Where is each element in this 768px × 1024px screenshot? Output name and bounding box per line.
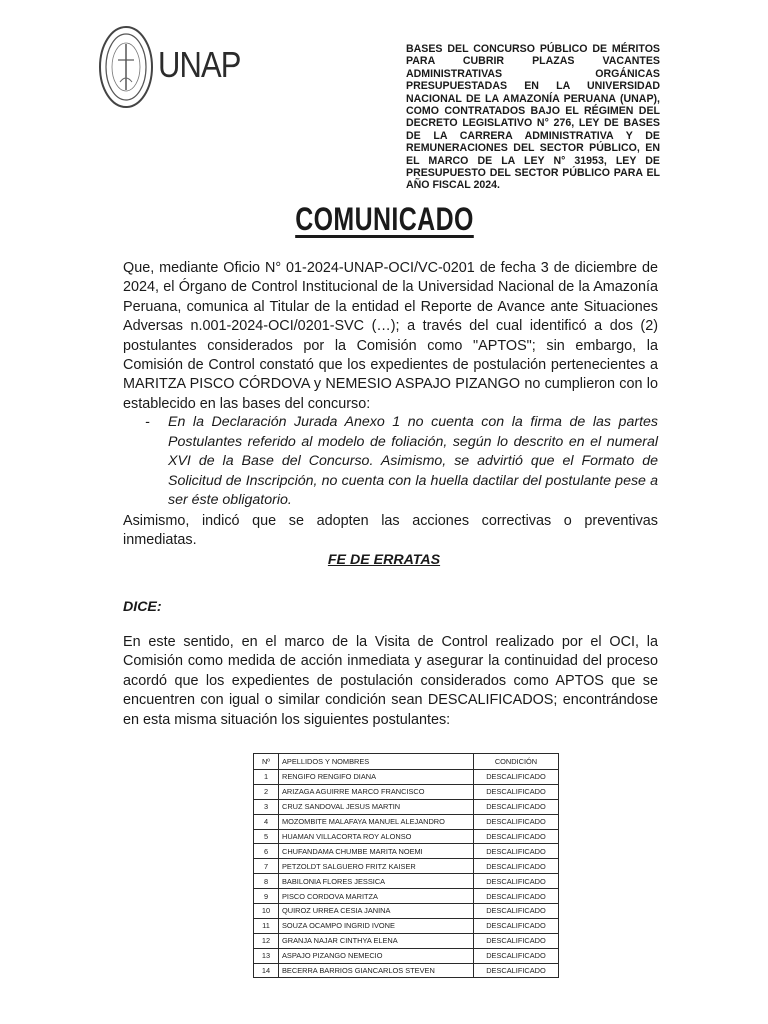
row-num: 12	[254, 933, 279, 948]
row-condition: DESCALIFICADO	[474, 963, 559, 978]
row-condition: DESCALIFICADO	[474, 829, 559, 844]
row-name: CRUZ SANDOVAL JESUS MARTIN	[279, 799, 474, 814]
table-row	[254, 933, 559, 948]
table-row	[254, 844, 559, 859]
header-condition: CONDICIÓN	[474, 754, 559, 770]
row-name: PETZOLDT SALGUERO FRITZ KAISER	[279, 859, 474, 874]
row-name: QUIROZ URREA CESIA JANINA	[279, 904, 474, 919]
header-name: APELLIDOS Y NOMBRES	[279, 754, 474, 770]
dice-heading: DICE:	[123, 599, 162, 615]
row-condition: DESCALIFICADO	[474, 948, 559, 963]
row-name: PISCO CORDOVA MARITZA	[279, 889, 474, 904]
row-condition: DESCALIFICADO	[474, 904, 559, 919]
table-row	[254, 770, 559, 785]
paragraph-disqualification: En este sentido, en el marco de la Visita de Control realizado por el OCI, la Comisión como medida de acción inmediata y asegurar la continuidad del proceso acordó que los expedientes de postulación considerados como APTOS que se encuentren con igual o similar condición sean DESCALIFICADOS; encontrándose en esta misma situación los siguientes postulantes:	[123, 634, 658, 728]
row-condition: DESCALIFICADO	[474, 844, 559, 859]
row-name: SOUZA OCAMPO INGRID IVONE	[279, 918, 474, 933]
row-condition: DESCALIFICADO	[474, 799, 559, 814]
row-num: 6	[254, 844, 279, 859]
document-title-text: COMUNICADO	[294, 201, 474, 237]
table-row	[254, 904, 559, 919]
row-name: CHUFANDAMA CHUMBE MARITA NOEMI	[279, 844, 474, 859]
table-row	[254, 814, 559, 829]
table-row	[254, 963, 559, 978]
row-condition: DESCALIFICADO	[474, 889, 559, 904]
row-num: 7	[254, 859, 279, 874]
table-row	[254, 874, 559, 889]
row-name: ASPAJO PIZANGO NEMECIO	[279, 948, 474, 963]
table-row	[254, 948, 559, 963]
row-num: 5	[254, 829, 279, 844]
bullet-text: En la Declaración Jurada Anexo 1 no cuenta con la firma de las partes Postulantes referido al modelo de foliación, según lo descrito en el numeral XVI de la Base del Concurso. Asimismo, se advirtió que el Formato de Solicitud de Inscripción, no cuenta con la huella dactilar del postulante pese a ser éste obligatorio.	[168, 414, 658, 509]
paragraph-oficio: Que, mediante Oficio N° 01-2024-UNAP-OCI/VC-0201 de fecha 3 de diciembre de 2024, el Órgano de Control Institucional de la Universidad Nacional de la Amazonía Peruana, comunica al Titular de la entidad el Reporte de Avance ante Situaciones Adversas n.001-2024-OCI/0201-SVC (…); a través del cual identificó a dos (2) postulantes considerados por la Comisión como "APTOS"; sin embargo, la Comisión de Control constató que los expedientes de postulación pertenecientes a MARITZA PISCO CÓRDOVA y NEMESIO ASPAJO PIZANGO no cumplieron con lo establecido en las bases del concurso:	[123, 260, 658, 412]
unap-logo	[98, 24, 308, 114]
row-name: HUAMAN VILLACORTA ROY ALONSO	[279, 829, 474, 844]
fe-de-erratas-heading: FE DE ERRATAS	[327, 552, 441, 568]
row-num: 10	[254, 904, 279, 919]
row-condition: DESCALIFICADO	[474, 770, 559, 785]
row-num: 1	[254, 770, 279, 785]
document-title	[0, 201, 768, 238]
row-condition: DESCALIFICADO	[474, 933, 559, 948]
paragraph-corrective-actions: Asimismo, indicó que se adopten las acciones correctivas o preventivas inmediatas.	[123, 513, 658, 549]
row-condition: DESCALIFICADO	[474, 874, 559, 889]
university-seal-icon	[98, 24, 154, 110]
row-num: 13	[254, 948, 279, 963]
row-num: 14	[254, 963, 279, 978]
row-condition: DESCALIFICADO	[474, 918, 559, 933]
table-header-row	[254, 754, 559, 770]
row-name: MOZOMBITE MALAFAYA MANUEL ALEJANDRO	[279, 814, 474, 829]
table-row	[254, 859, 559, 874]
table-row	[254, 889, 559, 904]
row-condition: DESCALIFICADO	[474, 859, 559, 874]
table-row	[254, 784, 559, 799]
table-row	[254, 799, 559, 814]
row-name: GRANJA NAJAR CINTHYA ELENA	[279, 933, 474, 948]
row-condition: DESCALIFICADO	[474, 814, 559, 829]
table-row	[254, 829, 559, 844]
row-name: BABILONIA FLORES JESSICA	[279, 874, 474, 889]
row-name: ARIZAGA AGUIRRE MARCO FRANCISCO	[279, 784, 474, 799]
table-row	[254, 918, 559, 933]
header-num: Nº	[254, 754, 279, 770]
row-num: 9	[254, 889, 279, 904]
row-num: 4	[254, 814, 279, 829]
row-num: 11	[254, 918, 279, 933]
row-num: 2	[254, 784, 279, 799]
row-num: 3	[254, 799, 279, 814]
disqualified-applicants-table	[253, 753, 559, 978]
unap-brand-text: UNAP	[158, 44, 241, 85]
row-name: RENGIFO RENGIFO DIANA	[279, 770, 474, 785]
contest-bases-header: BASES DEL CONCURSO PÚBLICO DE MÉRITOS PARA CUBRIR PLAZAS VACANTES ADMINISTRATIVAS ORGÁNICAS PRESUPUESTADAS EN LA UNIVERSIDAD NACIONAL DE LA AMAZONÍA PERUANA (UNAP), COMO CONTRATADOS BAJO EL RÉGIMEN DEL DECRETO LEGISLATIVO N° 276, LEY DE BASES DE LA CARRERA ADMINISTRATIVA Y DE REMUNERACIONES DEL SECTOR PÚBLICO, EN EL MARCO DE LA LEY N° 31953, LEY DE PRESUPUESTO DEL SECTOR PÚBLICO PARA EL AÑO FISCAL 2024.	[406, 43, 660, 192]
row-name: BECERRA BARRIOS GIANCARLOS STEVEN	[279, 963, 474, 978]
row-num: 8	[254, 874, 279, 889]
bullet-dash: -	[145, 414, 150, 430]
row-condition: DESCALIFICADO	[474, 784, 559, 799]
